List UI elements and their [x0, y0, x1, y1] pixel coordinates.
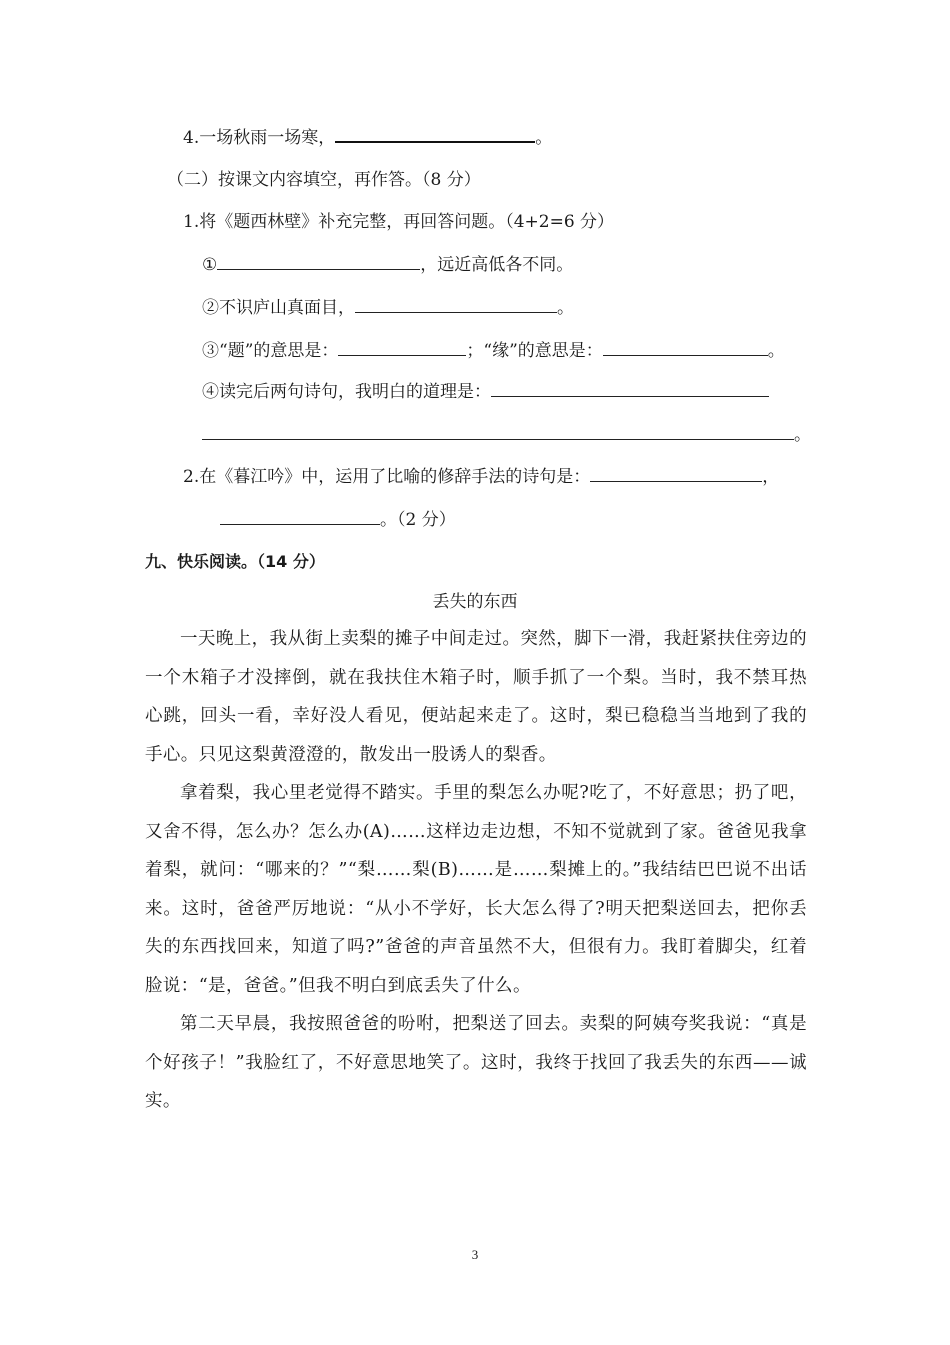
punctuation: 。	[794, 425, 811, 445]
question-4	[183, 125, 552, 150]
item-1-b	[202, 296, 574, 320]
answer-blank[interactable]	[202, 423, 794, 440]
answer-blank[interactable]	[590, 465, 762, 482]
passage-body	[145, 620, 807, 1121]
punctuation: 。	[557, 298, 574, 318]
page-number: 3	[471, 1247, 479, 1262]
answer-blank[interactable]	[338, 339, 466, 356]
passage-paragraph: 拿着梨，我心里老觉得不踏实。手里的梨怎么办呢?吃了，不好意思；扔了吧，又舍不得，怎么办？怎么办(A)……这样边走边想，不知不觉就到了家。爸爸见我拿着梨，就问：“哪来的？”“梨……梨(B)……是……梨摊上的。”我结结巴巴说不出话来。这时，爸爸严厉地说：“从小不学好，长大怎么得了?明天把梨送回去，把你丢失的东西找回来，知道了吗?”爸爸的声音虽然不大，但很有力。我盯着脚尖，红着脸说：“是，爸爸。”但我不明白到底丢失了什么。	[145, 783, 807, 996]
punctuation: ，	[762, 467, 780, 487]
passage-paragraph: 第二天早晨，我按照爸爸的吩咐，把梨送了回去。卖梨的阿姨夸奖我说：“真是个好孩子！”我脸红了，不好意思地笑了。这时，我终于找回了我丢失的东西——诚实。	[145, 1014, 807, 1111]
poem-line-text: ，远近高低各不同。	[420, 255, 574, 275]
item-1-a	[202, 253, 573, 277]
question-text: ④读完后两句诗句，我明白的道理是：	[202, 382, 491, 402]
answer-blank[interactable]	[335, 125, 535, 143]
item-2-continued	[220, 508, 456, 532]
question-text: 2.在《暮江吟》中，运用了比喻的修辞手法的诗句是：	[183, 467, 591, 487]
poem-line-text: ②不识庐山真面目，	[202, 298, 355, 318]
item-1-d	[202, 380, 769, 404]
score-note: 。（2 分）	[380, 510, 456, 530]
section-9-header: 九、快乐阅读。（14 分）	[145, 552, 325, 571]
answer-blank[interactable]	[603, 339, 768, 356]
circled-number: ①	[202, 255, 218, 275]
punctuation: 。	[767, 341, 785, 361]
passage-paragraph: 一天晚上，我从街上卖梨的摊子中间走过。突然，脚下一滑，我赶紧扶住旁边的一个木箱子才没摔倒，就在我扶住木箱子时，顺手抓了一个梨。当时，我不禁耳热心跳，回头一看，幸好没人看见，便站起来走了。这时，梨已稳稳当当地到了我的手心。只见这梨黄澄澄的，散发出一股诱人的梨香。	[145, 629, 807, 765]
answer-blank[interactable]	[355, 296, 557, 313]
section-2-header: （二）按课文内容填空，再作答。（8 分）	[167, 170, 481, 190]
answer-blank[interactable]	[217, 253, 420, 270]
answer-blank[interactable]	[491, 380, 769, 397]
item-1-d-continued	[202, 423, 811, 447]
punctuation: 。	[535, 128, 553, 148]
item-1-title: 1.将《题西林壁》补充完整，再回答问题。（4+2=6 分）	[183, 212, 615, 232]
question-text: ；“缘”的意思是：	[466, 341, 603, 361]
question-text: ③“题”的意思是：	[202, 341, 339, 361]
passage-title: 丢失的东西	[432, 592, 518, 612]
answer-blank[interactable]	[220, 508, 380, 525]
question-4-text: 4.一场秋雨一场寒，	[183, 128, 336, 148]
item-1-c	[202, 339, 785, 363]
item-2	[183, 465, 779, 489]
